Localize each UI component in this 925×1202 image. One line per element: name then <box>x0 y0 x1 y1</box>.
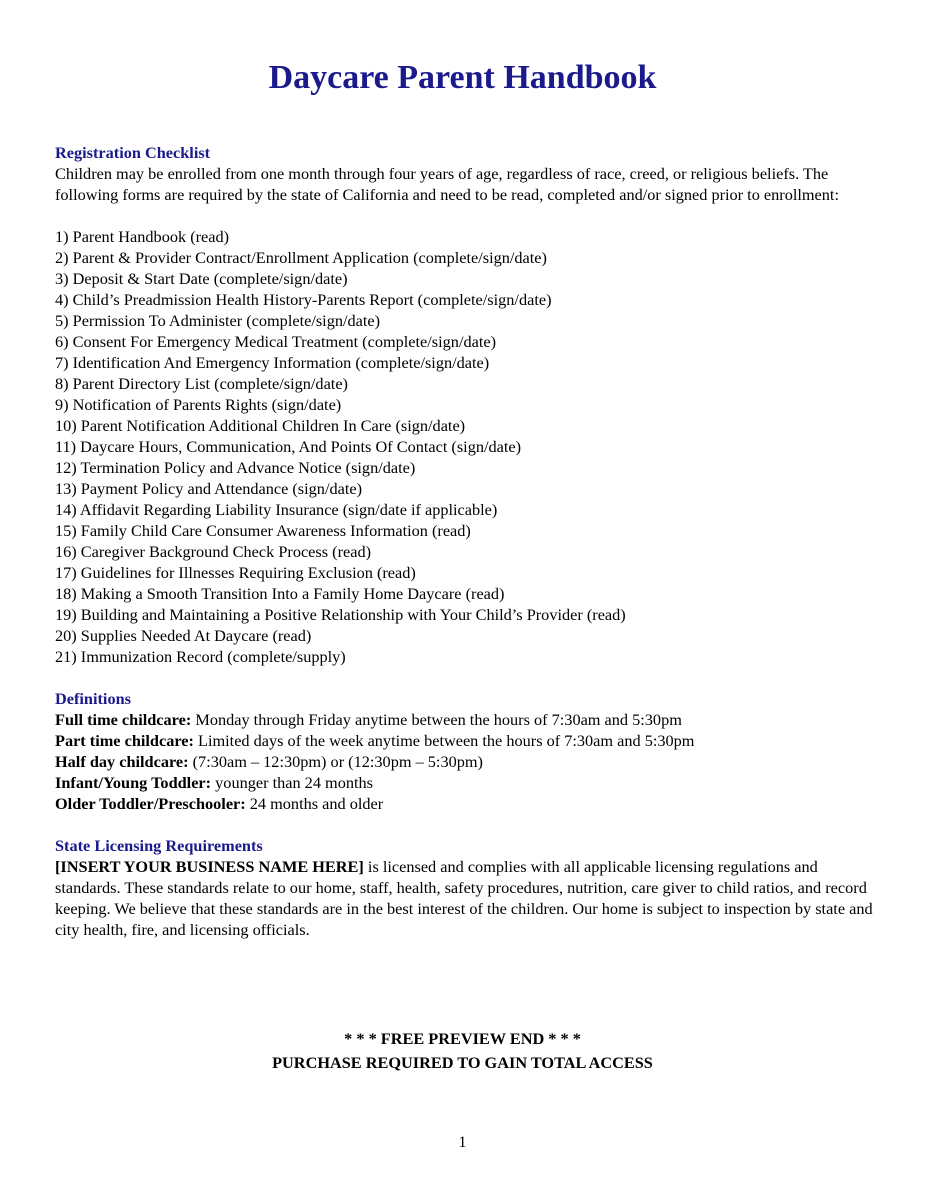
checklist-item: 6) Consent For Emergency Medical Treatment (complete/sign/date) <box>55 332 497 351</box>
definition-text: Limited days of the week anytime between the hours of 7:30am and 5:30pm <box>193 731 695 750</box>
registration-intro: Children may be enrolled from one month through four years of age, regardless of race, creed, or religious beliefs. The following forms are required by the state of California and need to be read, completed and/or signed prior to enrollment: <box>55 164 839 204</box>
spacer <box>55 205 875 226</box>
checklist-item: 9) Notification of Parents Rights (sign/date) <box>55 395 342 414</box>
definition-term: Part time childcare: <box>55 731 194 750</box>
checklist-item: 13) Payment Policy and Attendance (sign/date) <box>55 479 363 498</box>
spacer <box>55 667 875 688</box>
purchase-required-line: PURCHASE REQUIRED TO GAIN TOTAL ACCESS <box>272 1053 653 1072</box>
definition-text: 24 months and older <box>245 794 384 813</box>
definition-term: Infant/Young Toddler: <box>55 773 212 792</box>
definition-text: younger than 24 months <box>211 773 373 792</box>
definition-row <box>55 751 875 772</box>
definition-term: Half day childcare: <box>55 752 189 771</box>
checklist-item: 5) Permission To Administer (complete/sign/date) <box>55 311 381 330</box>
business-name-placeholder: [INSERT YOUR BUSINESS NAME HERE] <box>55 857 364 876</box>
checklist-item: 15) Family Child Care Consumer Awareness Information (read) <box>55 521 471 540</box>
document-body <box>55 142 875 940</box>
definition-row <box>55 709 875 730</box>
checklist-item: 21) Immunization Record (complete/supply) <box>55 647 346 666</box>
checklist-item: 4) Child’s Preadmission Health History-Parents Report (complete/sign/date) <box>55 290 552 309</box>
definition-row <box>55 793 875 814</box>
checklist-item: 18) Making a Smooth Transition Into a Family Home Daycare (read) <box>55 584 505 603</box>
checklist-item: 20) Supplies Needed At Daycare (read) <box>55 626 312 645</box>
licensing-text: is licensed and complies with all applicable licensing regulations and standards. These standards relate to our home, staff, health, safety procedures, nutrition, care giver to child ratios, and record keeping. We believe that these standards are in the best interest of the children. Our home is subject to inspection by state and city health, fire, and licensing officials. <box>55 857 873 939</box>
checklist-item: 2) Parent & Provider Contract/Enrollment Application (complete/sign/date) <box>55 248 547 267</box>
licensing-heading: State Licensing Requirements <box>55 836 263 855</box>
licensing-section <box>55 835 875 940</box>
checklist-item: 14) Affidavit Regarding Liability Insurance (sign/date if applicable) <box>55 500 498 519</box>
checklist-item: 12) Termination Policy and Advance Notice (sign/date) <box>55 458 416 477</box>
definitions-section <box>55 688 875 814</box>
definition-text: (7:30am – 12:30pm) or (12:30pm – 5:30pm) <box>188 752 483 771</box>
registration-section <box>55 142 875 667</box>
checklist-item: 1) Parent Handbook (read) <box>55 227 230 246</box>
registration-heading: Registration Checklist <box>55 143 211 162</box>
checklist-item: 19) Building and Maintaining a Positive Relationship with Your Child’s Provider (read) <box>55 605 626 624</box>
checklist-item: 11) Daycare Hours, Communication, And Points Of Contact (sign/date) <box>55 437 522 456</box>
checklist-item: 8) Parent Directory List (complete/sign/date) <box>55 374 348 393</box>
registration-checklist <box>55 226 875 667</box>
definition-row <box>55 772 875 793</box>
spacer <box>55 814 875 835</box>
checklist-item: 7) Identification And Emergency Information (complete/sign/date) <box>55 353 490 372</box>
definition-row <box>55 730 875 751</box>
definition-term: Older Toddler/Preschooler: <box>55 794 246 813</box>
licensing-paragraph <box>55 856 875 940</box>
checklist-item: 16) Caregiver Background Check Process (read) <box>55 542 372 561</box>
preview-end-line: * * * FREE PREVIEW END * * * <box>344 1029 581 1048</box>
checklist-item: 3) Deposit & Start Date (complete/sign/date) <box>55 269 348 288</box>
preview-notice <box>0 1027 925 1075</box>
definition-text: Monday through Friday anytime between the hours of 7:30am and 5:30pm <box>191 710 682 729</box>
document-title: Daycare Parent Handbook <box>268 59 657 96</box>
definitions-heading: Definitions <box>55 689 131 708</box>
checklist-item: 17) Guidelines for Illnesses Requiring Exclusion (read) <box>55 563 416 582</box>
checklist-item: 10) Parent Notification Additional Children In Care (sign/date) <box>55 416 466 435</box>
page-number: 1 <box>458 1132 467 1151</box>
definition-term: Full time childcare: <box>55 710 192 729</box>
